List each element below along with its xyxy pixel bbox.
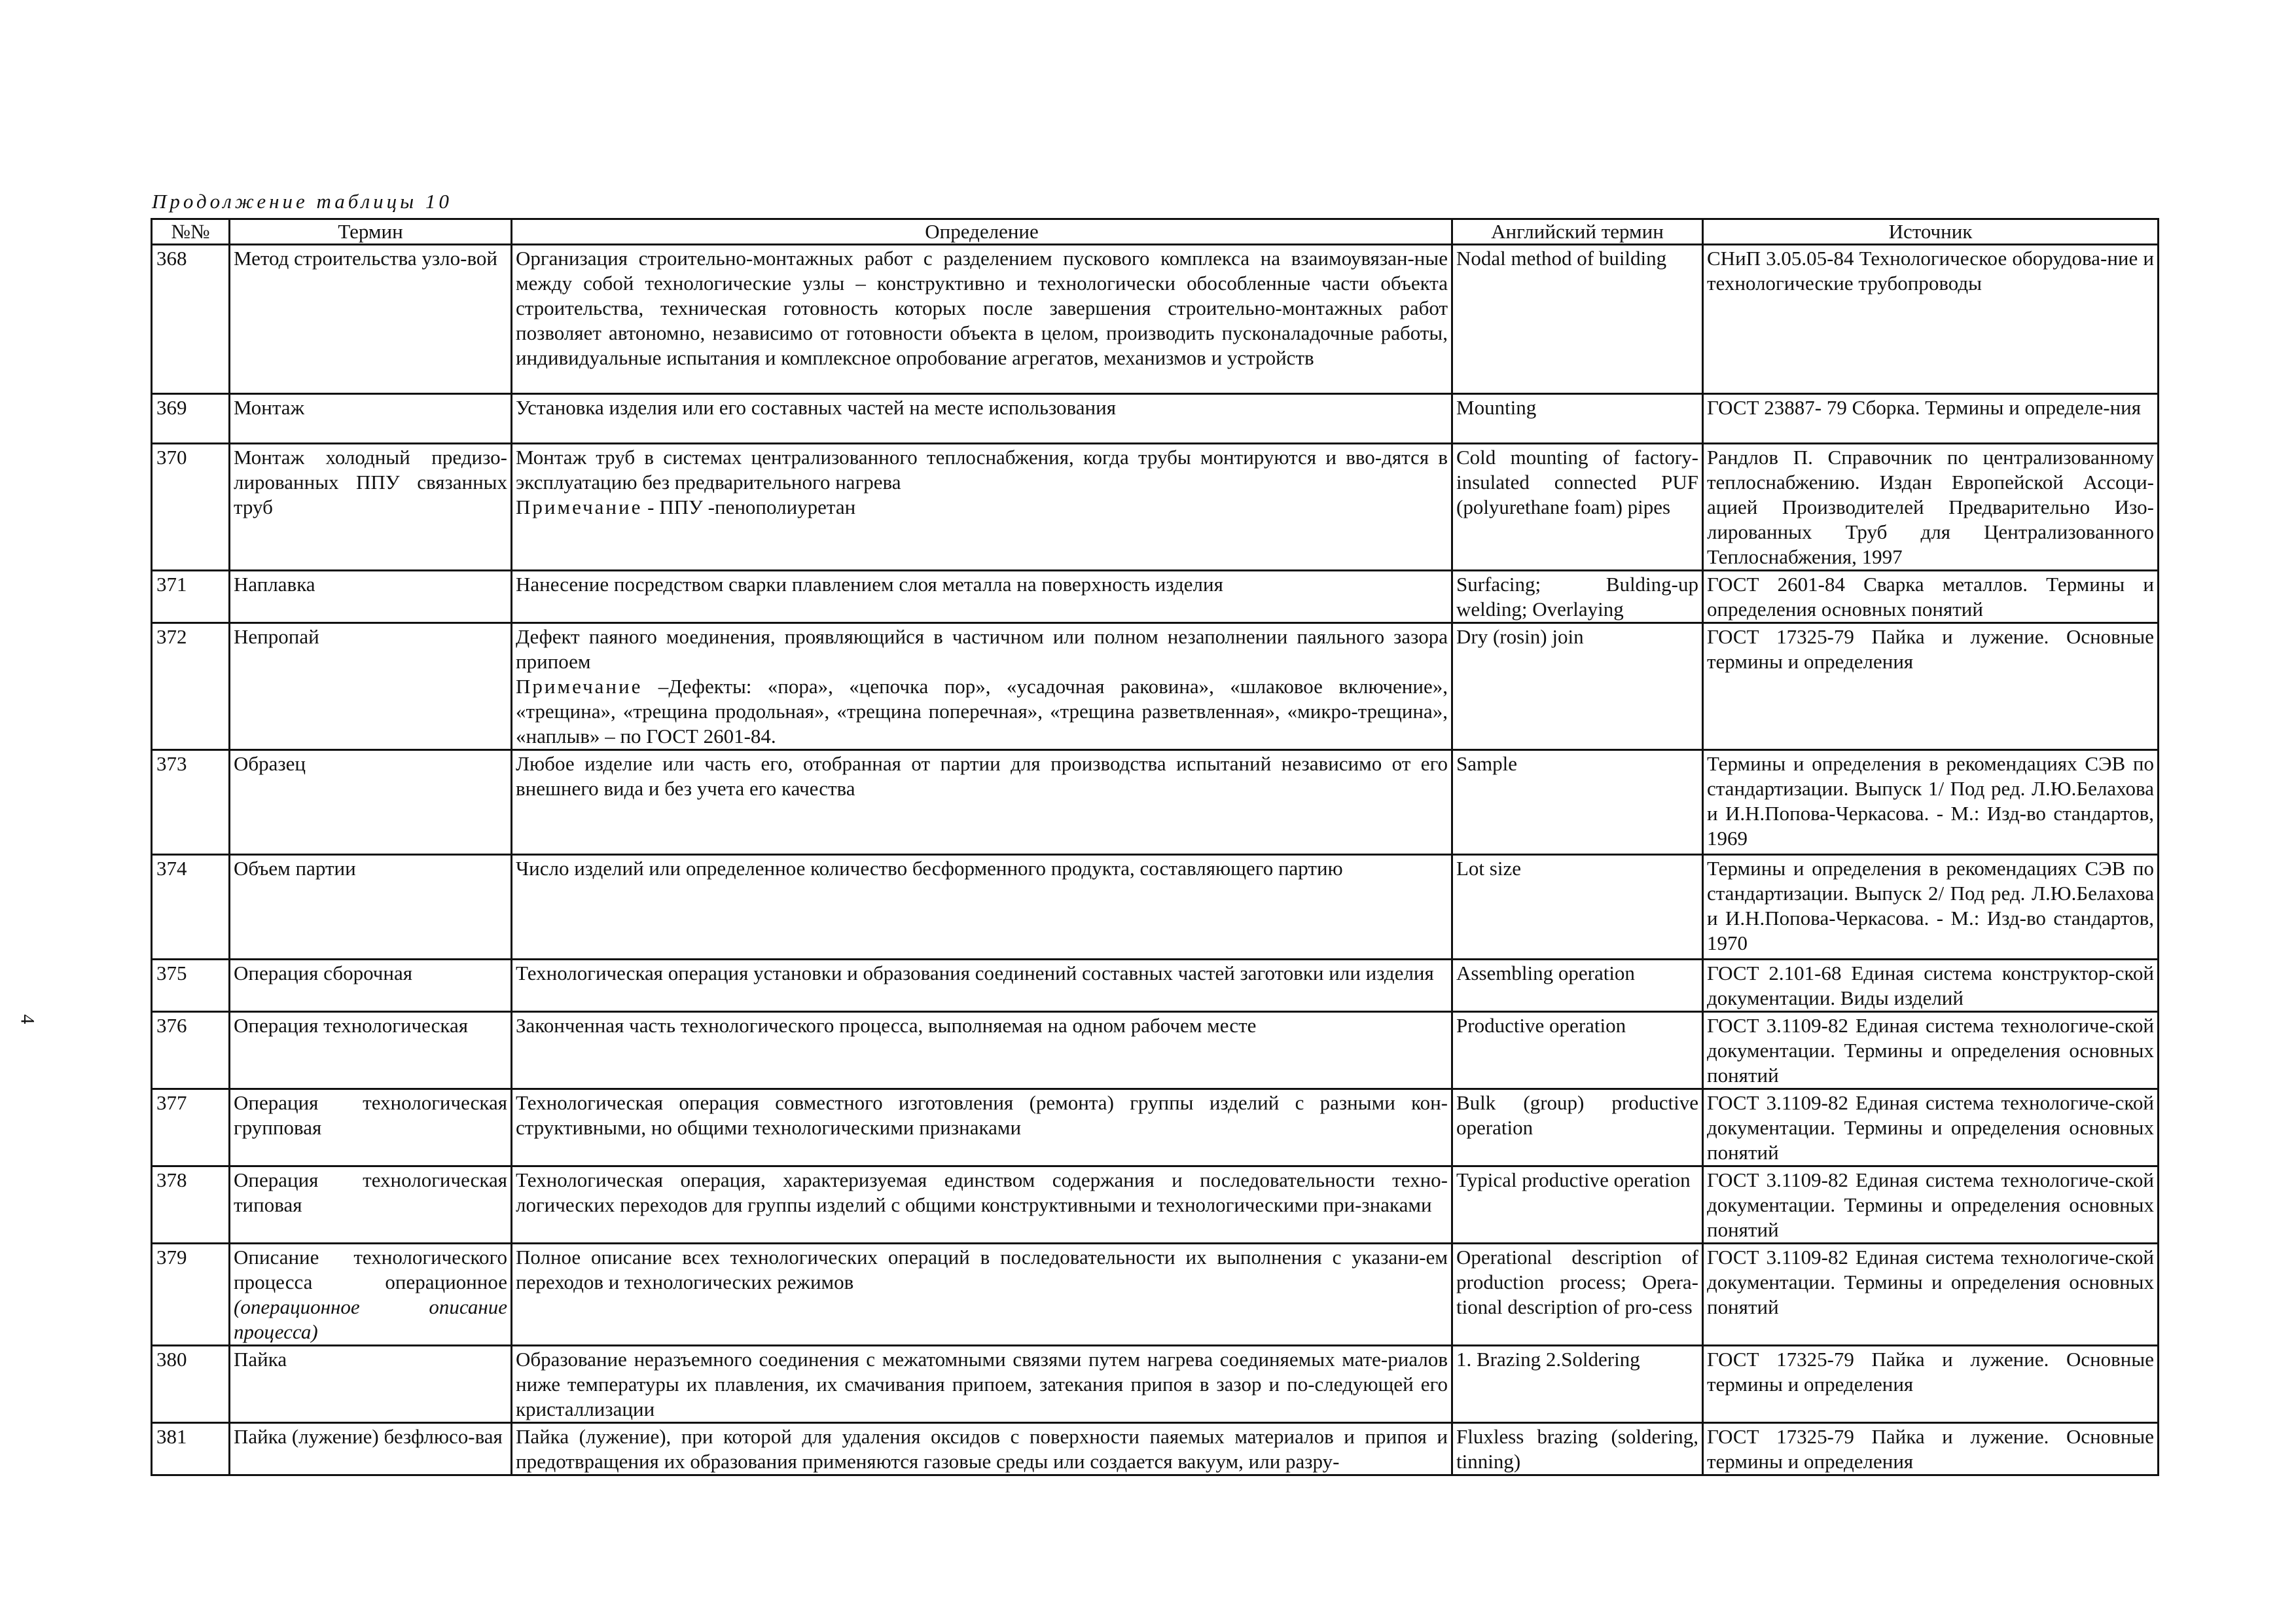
term-text: Пайка (лужение) безфлюсо-вая [234,1425,503,1448]
definition-cell [512,623,1452,750]
row-number [152,1423,230,1475]
source-text: ГОСТ 2.101-68 Единая система конструктор-ской документации. Виды изделий [1707,962,2154,1009]
term-text: Монтаж холодный предизо-лированных ППУ связанных труб [234,446,507,518]
row-number-text: 370 [156,446,187,469]
term-synonym: (операционное описание процесса) [234,1295,507,1343]
source-cell [1703,750,2159,855]
term-text: Объем партии [234,857,356,880]
row-number [152,960,230,1012]
definition-text: Пайка (лужение), при которой для удаления оксидов с поверхности паяемых материалов и припоя и предотвращения их образования применяются газовые среды или создается вакуум, или разру- [516,1425,1448,1473]
source-text: ГОСТ 3.1109-82 Единая система технологиче-ской документации. Термины и определения основных понятий [1707,1091,2154,1164]
term-cell [230,1244,512,1346]
source-text: ГОСТ 23887- 79 Сборка. Термины и определе-ния [1707,396,2142,419]
english-term-text: Dry (rosin) join [1456,625,1584,648]
definition-cell [512,1012,1452,1089]
note-label: Примечание [516,675,643,698]
source-cell [1703,623,2159,750]
term-text: Операция сборочная [234,962,412,984]
row-number [152,623,230,750]
english-term-text: Sample [1456,752,1517,775]
table-row [152,623,2159,750]
english-term-text: Lot size [1456,857,1521,880]
source-text: СНиП 3.05.05-84 Технологическое оборудова-ние и технологические трубопроводы [1707,247,2154,295]
row-number [152,1166,230,1244]
term-cell [230,855,512,960]
source-cell [1703,1012,2159,1089]
term-text: Операция технологическая типовая [234,1168,507,1216]
english-term-cell [1452,750,1703,855]
english-term-cell [1452,623,1703,750]
term-text: Описание технологического процесса операционное [234,1246,507,1293]
term-cell [230,571,512,623]
header-english-term: Английский термин [1452,219,1703,245]
table-caption: Продолжение таблицы 10 [152,190,452,213]
definition-text: Монтаж труб в системах централизованного теплоснабжения, когда трубы монтируются и вво-дятся в эксплуатацию без предварительного нагрева [516,446,1448,494]
term-cell [230,1089,512,1166]
definition-cell [512,855,1452,960]
row-number [152,444,230,571]
row-number [152,394,230,444]
row-number-text: 374 [156,857,187,880]
term-cell [230,750,512,855]
source-cell [1703,1089,2159,1166]
source-text: ГОСТ 2601-84 Сварка металлов. Термины и определения основных понятий [1707,573,2154,621]
definition-text: Технологическая операция, характеризуемая единством содержания и последовательности техно-логических переходов для группы изделий с общими конструктивными и технологическими при-знаками [516,1168,1448,1216]
english-term-cell [1452,1423,1703,1475]
header-number: №№ [152,219,230,245]
table-body [152,245,2159,1475]
english-term-cell [1452,1166,1703,1244]
term-text: Непропай [234,625,319,648]
table-row [152,855,2159,960]
definition-text: Технологическая операция совместного изготовления (ремонта) группы изделий с разными кон-структивными, но общими технологическими признаками [516,1091,1448,1139]
definition-text: Полное описание всех технологических операций в последовательности их выполнения с указани-ем переходов и технологических режимов [516,1246,1448,1293]
note-label: Примечание [516,496,643,518]
source-text: ГОСТ 3.1109-82 Единая система технологиче-ской документации. Термины и определения основных понятий [1707,1168,2154,1241]
row-number-text: 369 [156,396,187,419]
definition-text: Установка изделия или его составных частей на месте использования [516,396,1116,419]
definition-text: Технологическая операция установки и образования соединений составных частей заготовки или изделия [516,962,1434,984]
row-number-text: 378 [156,1168,187,1191]
row-number-text: 375 [156,962,187,984]
source-cell [1703,394,2159,444]
definition-cell [512,444,1452,571]
page-number: 4 [16,1014,39,1024]
table-row [152,960,2159,1012]
source-text: Рандлов П. Справочник по централизованному теплоснабжению. Издан Европейской Ассоци-ацией Производителей Предварительно Изо-лированных Труб для Централизованного Теплоснабжения, 1997 [1707,446,2154,568]
english-term-cell [1452,571,1703,623]
source-text: ГОСТ 17325-79 Пайка и лужение. Основные термины и определения [1707,1348,2154,1396]
english-term-cell [1452,1012,1703,1089]
english-term-cell [1452,394,1703,444]
source-cell [1703,1166,2159,1244]
source-text: Термины и определения в рекомендациях СЭВ по стандартизации. Выпуск 1/ Под ред. Л.Ю.Белахова и И.Н.Попова-Черкасова. - М.: Изд-во стандартов, 1969 [1707,752,2154,850]
row-number [152,571,230,623]
term-cell [230,1166,512,1244]
definition-cell [512,1423,1452,1475]
english-term-text: Productive operation [1456,1014,1626,1037]
term-text: Метод строительства узло-вой [234,247,497,270]
definition-cell [512,245,1452,394]
table-row [152,1089,2159,1166]
row-number-text: 371 [156,573,187,596]
english-term-cell [1452,1244,1703,1346]
term-text: Пайка [234,1348,287,1371]
source-cell [1703,1244,2159,1346]
english-term-text: Assembling operation [1456,962,1635,984]
english-term-text: Operational description of production process; Opera-tional description of pro-cess [1456,1246,1698,1318]
term-text: Образец [234,752,306,775]
row-number-text: 377 [156,1091,187,1114]
definition-text: Организация строительно-монтажных работ с разделением пускового комплекса на взаимоувязан-ные между собой технологические узлы – конструктивно и технологически обособленные части объекта строительства, техническая готовность которых после завершения строительно-монтажных работ позволяет автономно, независимо от готовности объекта в целом, производить пусконаладочные работы, индивидуальные испытания и комплексное опробование агрегатов, механизмов и устройств [516,247,1448,369]
table-row [152,750,2159,855]
english-term-text: Bulk (group) productive operation [1456,1091,1698,1139]
row-number [152,750,230,855]
row-number-text: 379 [156,1246,187,1269]
table-row [152,1346,2159,1423]
source-cell [1703,1423,2159,1475]
row-number [152,1346,230,1423]
source-cell [1703,1346,2159,1423]
english-term-cell [1452,245,1703,394]
definition-cell [512,1346,1452,1423]
table-row [152,1166,2159,1244]
table-header-row [152,219,2159,245]
english-term-text: 1. Brazing 2.Soldering [1456,1348,1640,1371]
note-text: - ППУ -пенополиуретан [642,496,856,518]
header-definition: Определение [512,219,1452,245]
definition-cell [512,960,1452,1012]
row-number [152,855,230,960]
row-number-text: 372 [156,625,187,648]
source-text: ГОСТ 17325-79 Пайка и лужение. Основные термины и определения [1707,625,2154,673]
english-term-text: Surfacing; Bulding-up welding; Overlaying [1456,573,1698,621]
definition-cell [512,1244,1452,1346]
source-cell [1703,245,2159,394]
table-row [152,1423,2159,1475]
definition-text: Дефект паяного моединения, проявляющийся в частичном или полном незаполнении паяльного зазора припоем [516,625,1448,673]
row-number-text: 368 [156,247,187,270]
table-row [152,1012,2159,1089]
source-text: ГОСТ 3.1109-82 Единая система технологиче-ской документации. Термины и определения основных понятий [1707,1246,2154,1318]
terms-table [151,218,2159,1476]
row-number [152,245,230,394]
row-number-text: 380 [156,1348,187,1371]
definition-text: Нанесение посредством сварки плавлением слоя металла на поверхность изделия [516,573,1223,596]
english-term-text: Nodal method of building [1456,247,1667,270]
definition-cell [512,750,1452,855]
term-text: Наплавка [234,573,315,596]
table-row [152,444,2159,571]
source-cell [1703,571,2159,623]
row-number [152,1089,230,1166]
source-cell [1703,960,2159,1012]
term-cell [230,1012,512,1089]
definition-cell [512,571,1452,623]
header-term: Термин [230,219,512,245]
term-cell [230,623,512,750]
row-number [152,1244,230,1346]
english-term-text: Cold mounting of factory-insulated connected PUF (polyurethane foam) pipes [1456,446,1698,518]
definition-cell [512,1089,1452,1166]
term-cell [230,1423,512,1475]
term-cell [230,444,512,571]
table-row [152,394,2159,444]
definition-text: Любое изделие или часть его, отобранная от партии для производства испытаний независимо от его внешнего вида и без учета его качества [516,752,1448,800]
definition-cell [512,1166,1452,1244]
definition-text: Законченная часть технологического процесса, выполняемая на одном рабочем месте [516,1014,1257,1037]
note-text: –Дефекты: «пора», «цепочка пор», «усадочная раковина», «шлаковое включение», «трещина», «трещина продольная», «трещина поперечная», «трещина разветвленная», «микро-трещина», «наплыв» – по ГОСТ 2601-84. [516,675,1448,748]
source-cell [1703,855,2159,960]
term-text: Операция технологическая [234,1014,469,1037]
row-number-text: 373 [156,752,187,775]
english-term-cell [1452,960,1703,1012]
row-number [152,1012,230,1089]
definition-text: Образование неразъемного соединения с межатомными связями путем нагрева соединяемых мате-риалов ниже температуры их плавления, их смачивания припоем, затекания припоя в зазор и по-следующей его кристаллизации [516,1348,1448,1420]
definition-text: Число изделий или определенное количество бесформенного продукта, составляющего партию [516,857,1343,880]
term-text: Операция технологическая групповая [234,1091,507,1139]
term-cell [230,960,512,1012]
english-term-cell [1452,1089,1703,1166]
source-text: ГОСТ 3.1109-82 Единая система технологиче-ской документации. Термины и определения основных понятий [1707,1014,2154,1087]
term-cell [230,1346,512,1423]
row-number-text: 381 [156,1425,187,1448]
english-term-cell [1452,855,1703,960]
english-term-text: Fluxless brazing (soldering, tinning) [1456,1425,1698,1473]
english-term-cell [1452,444,1703,571]
header-source: Источник [1703,219,2159,245]
term-cell [230,394,512,444]
definition-cell [512,394,1452,444]
term-text: Монтаж [234,396,304,419]
table-row [152,1244,2159,1346]
table-row [152,245,2159,394]
table-row [152,571,2159,623]
row-number-text: 376 [156,1014,187,1037]
source-text: Термины и определения в рекомендациях СЭВ по стандартизации. Выпуск 2/ Под ред. Л.Ю.Белахова и И.Н.Попова-Черкасова. - М.: Изд-во стандартов, 1970 [1707,857,2154,954]
term-cell [230,245,512,394]
source-cell [1703,444,2159,571]
source-text: ГОСТ 17325-79 Пайка и лужение. Основные термины и определения [1707,1425,2154,1473]
english-term-text: Mounting [1456,396,1537,419]
english-term-text: Typical productive operation [1456,1168,1691,1191]
english-term-cell [1452,1346,1703,1423]
